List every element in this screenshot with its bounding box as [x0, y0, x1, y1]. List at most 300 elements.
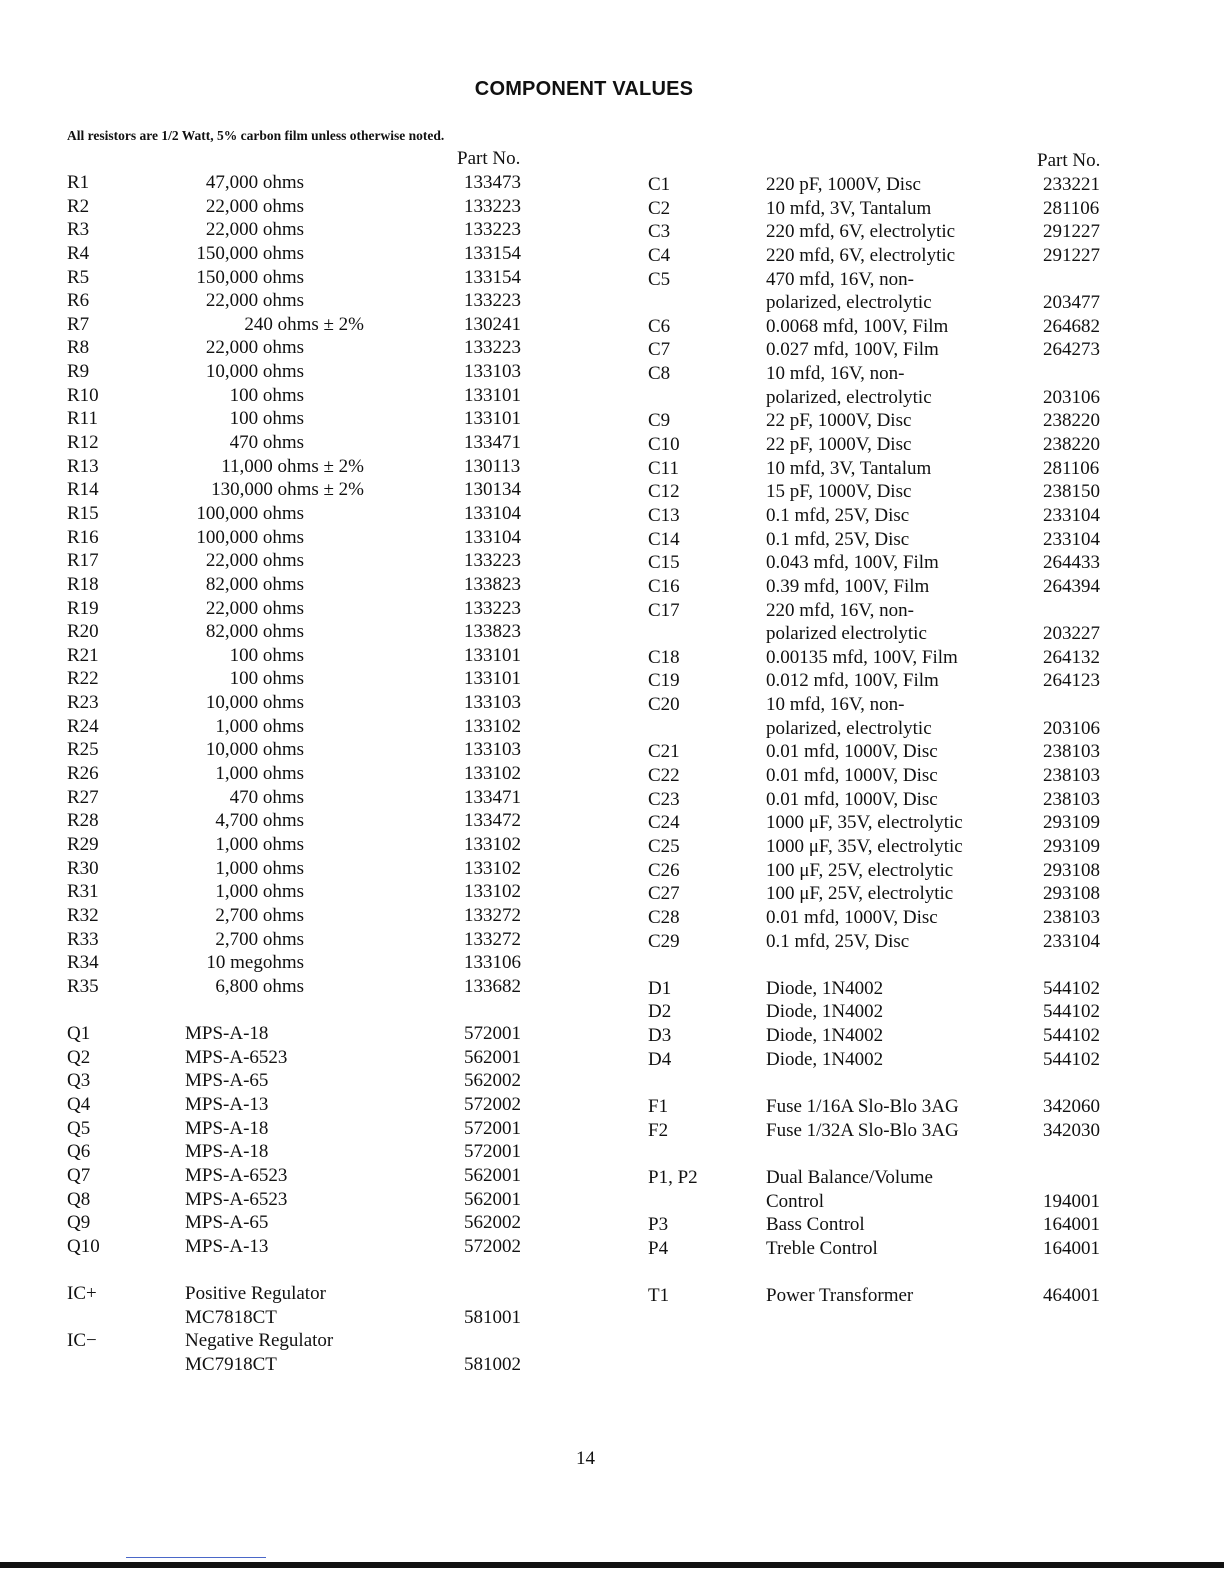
part-number: 133102 — [464, 833, 521, 855]
component-value: polarized, electrolytic — [766, 717, 932, 739]
part-number: 233104 — [1043, 528, 1100, 550]
part-number: 133223 — [464, 219, 521, 241]
component-ref: R24 — [67, 715, 99, 737]
component-ref: R14 — [67, 479, 99, 501]
part-number: 133682 — [464, 975, 521, 997]
part-number: 544102 — [1043, 1025, 1100, 1047]
component-ref: R27 — [67, 786, 99, 808]
component-ref: R29 — [67, 833, 99, 855]
component-value: 10 mfd, 3V, Tantalum — [766, 457, 932, 479]
component-ref: R8 — [67, 337, 90, 359]
component-value: Diode, 1N4002 — [766, 1048, 884, 1070]
component-value: 2,700 ohms — [215, 928, 304, 950]
component-ref: C16 — [648, 575, 680, 597]
part-number: 562002 — [464, 1070, 521, 1092]
component-ref: Q4 — [67, 1093, 91, 1115]
component-ref: R19 — [67, 597, 99, 619]
component-value: 0.00135 mfd, 100V, Film — [766, 646, 958, 668]
table-row — [0, 338, 1224, 362]
component-ref: C12 — [648, 481, 680, 503]
component-ref: R13 — [67, 455, 99, 477]
table-row — [0, 1329, 600, 1353]
component-ref: F1 — [648, 1095, 669, 1117]
component-ref: IC+ — [67, 1283, 97, 1305]
component-value: 150,000 ohms — [196, 266, 304, 288]
table-row — [0, 575, 1224, 599]
part-number: 562002 — [464, 1212, 521, 1234]
table-row — [0, 1048, 1224, 1072]
component-value: MC7818CT — [185, 1306, 277, 1328]
component-value: 0.1 mfd, 25V, Disc — [766, 528, 910, 550]
component-value: 4,700 ohms — [215, 810, 304, 832]
component-value: 10,000 ohms — [205, 361, 304, 383]
part-number: 238220 — [1043, 410, 1100, 432]
component-ref: P3 — [648, 1214, 669, 1236]
part-number: 233221 — [1043, 174, 1100, 195]
component-value: 10 mfd, 16V, non- — [766, 694, 905, 716]
component-ref: P1, P2 — [648, 1166, 698, 1188]
part-number: 291227 — [1043, 244, 1100, 266]
resistor-note: All resistors are 1/2 Watt, 5% carbon film unless otherwise noted. — [67, 128, 445, 143]
component-value: 0.043 mfd, 100V, Film — [766, 552, 939, 574]
component-value: 47,000 ohms — [205, 172, 304, 193]
part-number: 133101 — [464, 408, 521, 430]
part-number: 133104 — [464, 502, 521, 524]
component-value: 1,000 ohms — [215, 763, 304, 785]
row-spacer — [0, 1142, 1224, 1166]
part-number: 133154 — [464, 266, 521, 288]
component-value: 470 mfd, 16V, non- — [766, 268, 914, 290]
component-ref: R20 — [67, 621, 99, 643]
table-row — [0, 811, 1224, 835]
part-number: 133471 — [464, 786, 521, 808]
table-row — [0, 599, 1224, 623]
table-row — [0, 930, 1224, 954]
page-number: 14 — [576, 1448, 595, 1469]
part-number: 233104 — [1043, 930, 1100, 952]
part-number: 264433 — [1043, 552, 1100, 574]
component-ref: C24 — [648, 812, 680, 834]
component-ref: R25 — [67, 739, 99, 761]
part-number: 130113 — [464, 455, 521, 477]
table-row — [0, 646, 1224, 670]
component-value: 100 ohms — [229, 384, 304, 406]
component-ref: R26 — [67, 763, 99, 785]
component-ref: C1 — [648, 174, 671, 195]
part-number: 281106 — [1043, 197, 1100, 219]
component-value: 1,000 ohms — [215, 833, 304, 855]
component-value: 1,000 ohms — [215, 881, 304, 903]
component-value: MPS-A-65 — [185, 1212, 269, 1234]
part-number: 293109 — [1043, 812, 1100, 834]
divider — [126, 1557, 266, 1558]
part-number: 572001 — [464, 1141, 521, 1163]
table-row — [0, 1119, 1224, 1143]
part-number: 133223 — [464, 195, 521, 217]
component-value: Control — [766, 1190, 825, 1212]
table-row — [0, 409, 1224, 433]
part-number: 133103 — [464, 692, 521, 714]
component-ref: R4 — [67, 242, 90, 264]
component-ref: R22 — [67, 668, 99, 690]
component-ref: R5 — [67, 266, 90, 288]
component-value: polarized, electrolytic — [766, 292, 932, 314]
component-value: 22,000 ohms — [205, 290, 304, 312]
row-spacer — [0, 953, 1224, 977]
component-value: Diode, 1N4002 — [766, 1025, 884, 1047]
part-number: 562001 — [464, 1164, 521, 1186]
component-ref: C23 — [648, 788, 680, 810]
component-value: 0.01 mfd, 1000V, Disc — [766, 906, 938, 928]
component-value: Diode, 1N4002 — [766, 977, 884, 999]
table-row — [0, 669, 1224, 693]
component-ref: R21 — [67, 644, 99, 666]
component-value: MPS-A-13 — [185, 1093, 269, 1115]
component-ref: C5 — [648, 268, 671, 290]
part-number: 264394 — [1043, 575, 1100, 597]
table-row — [0, 244, 1224, 268]
component-ref: C8 — [648, 363, 671, 385]
part-number: 238103 — [1043, 906, 1100, 928]
component-value: Positive Regulator — [185, 1283, 326, 1305]
part-number: 130241 — [464, 313, 521, 335]
component-value: MPS-A-6523 — [185, 1046, 288, 1068]
component-ref: R11 — [67, 408, 98, 430]
component-value: 2,700 ohms — [215, 904, 304, 926]
component-ref: C3 — [648, 221, 671, 243]
part-number: 238103 — [1043, 788, 1100, 810]
component-ref: Q7 — [67, 1164, 91, 1186]
table-row — [0, 220, 1224, 244]
component-ref: C11 — [648, 457, 679, 479]
bottom-border — [0, 1562, 1224, 1568]
component-value: 82,000 ohms — [205, 621, 304, 643]
component-ref: Q1 — [67, 1023, 91, 1045]
part-number: 133104 — [464, 526, 521, 548]
part-number: 133106 — [464, 952, 521, 974]
part-number: 562001 — [464, 1046, 521, 1068]
component-value: 220 mfd, 6V, electrolytic — [766, 244, 956, 266]
component-ref: C2 — [648, 197, 671, 219]
part-number: 203477 — [1043, 292, 1100, 314]
component-ref: Q2 — [67, 1046, 91, 1068]
component-ref: D1 — [648, 977, 672, 999]
part-number: 194001 — [1043, 1190, 1100, 1212]
component-value: 220 pF, 1000V, Disc — [766, 174, 921, 195]
part-number: 264123 — [1043, 670, 1100, 692]
component-value: 100 μF, 25V, electrolytic — [766, 883, 954, 905]
component-value: 0.01 mfd, 1000V, Disc — [766, 741, 938, 763]
component-value: 10 megohms — [206, 952, 304, 974]
part-number: 133823 — [464, 621, 521, 643]
component-ref: C15 — [648, 552, 680, 574]
component-ref: C18 — [648, 646, 680, 668]
component-ref: C20 — [648, 694, 680, 716]
part-number: 544102 — [1043, 1048, 1100, 1070]
part-number: 133101 — [464, 668, 521, 690]
component-value: 10 mfd, 3V, Tantalum — [766, 197, 932, 219]
part-number: 238150 — [1043, 481, 1100, 503]
component-value: 82,000 ohms — [205, 573, 304, 595]
part-number: 130134 — [464, 479, 521, 501]
component-value: Negative Regulator — [185, 1330, 334, 1352]
part-number: 203227 — [1043, 623, 1100, 645]
table-row — [0, 1353, 600, 1377]
component-value: 22 pF, 1000V, Disc — [766, 434, 912, 456]
part-number: 572001 — [464, 1117, 521, 1139]
part-number: 264132 — [1043, 646, 1100, 668]
component-ref: Q9 — [67, 1212, 91, 1234]
component-ref: R23 — [67, 692, 99, 714]
table-row — [0, 882, 1224, 906]
component-ref: R30 — [67, 857, 99, 879]
component-value: 0.1 mfd, 25V, Disc — [766, 930, 910, 952]
component-value: Power Transformer — [766, 1285, 914, 1307]
part-number: 133102 — [464, 715, 521, 737]
component-ref: R10 — [67, 384, 99, 406]
component-value: Fuse 1/16A Slo-Blo 3AG — [766, 1095, 959, 1117]
table-row — [0, 788, 1224, 812]
component-value: 0.39 mfd, 100V, Film — [766, 575, 930, 597]
table-row — [0, 835, 1224, 859]
component-value: 22 pF, 1000V, Disc — [766, 410, 912, 432]
table-row — [0, 291, 1224, 315]
component-value: 15 pF, 1000V, Disc — [766, 481, 912, 503]
table-row — [0, 1213, 1224, 1237]
table-row — [0, 764, 1224, 788]
component-ref: C6 — [648, 315, 671, 337]
component-ref: T1 — [648, 1285, 670, 1307]
component-value: 1,000 ohms — [215, 715, 304, 737]
table-row — [0, 1190, 1224, 1214]
component-value: 22,000 ohms — [205, 219, 304, 241]
part-number: 238103 — [1043, 741, 1100, 763]
part-number: 133823 — [464, 573, 521, 595]
component-ref: R31 — [67, 881, 99, 903]
part-no-header-left: Part No. — [457, 148, 521, 169]
component-value: 240 ohms ± 2% — [244, 313, 364, 335]
part-number: 581001 — [464, 1306, 521, 1328]
table-row — [0, 1024, 1224, 1048]
table-row — [0, 528, 1224, 552]
component-value: 130,000 ohms ± 2% — [211, 479, 364, 501]
table-row — [0, 1000, 1224, 1024]
component-value: MPS-A-18 — [185, 1117, 269, 1139]
table-row — [0, 1306, 600, 1330]
table-row — [0, 197, 1224, 221]
component-ref: D3 — [648, 1025, 672, 1047]
component-value: 6,800 ohms — [215, 975, 304, 997]
component-ref: C26 — [648, 859, 680, 881]
table-row — [0, 362, 1224, 386]
part-number: 264273 — [1043, 339, 1100, 361]
component-ref: R7 — [67, 313, 90, 335]
component-value: 11,000 ohms ± 2% — [221, 455, 364, 477]
part-number: 281106 — [1043, 457, 1100, 479]
component-ref: C9 — [648, 410, 671, 432]
part-number: 133473 — [464, 172, 521, 193]
part-number: 133472 — [464, 810, 521, 832]
table-row — [0, 693, 1224, 717]
component-value: 10,000 ohms — [205, 692, 304, 714]
component-value: 22,000 ohms — [205, 550, 304, 572]
part-number: 293109 — [1043, 835, 1100, 857]
table-row — [0, 906, 1224, 930]
component-ref: C28 — [648, 906, 680, 928]
component-ref: R28 — [67, 810, 99, 832]
component-value: Bass Control — [766, 1214, 865, 1236]
component-value: 100,000 ohms — [196, 502, 304, 524]
part-number: 133154 — [464, 242, 521, 264]
component-value: 220 mfd, 6V, electrolytic — [766, 221, 956, 243]
component-value: 100 ohms — [229, 644, 304, 666]
component-ref: C4 — [648, 244, 671, 266]
component-ref: R2 — [67, 195, 90, 217]
component-ref: R15 — [67, 502, 99, 524]
component-value: 10 mfd, 16V, non- — [766, 363, 905, 385]
part-number: 342060 — [1043, 1095, 1100, 1117]
component-ref: R17 — [67, 550, 99, 572]
component-ref: F2 — [648, 1119, 669, 1141]
part-number: 544102 — [1043, 977, 1100, 999]
component-value: 22,000 ohms — [205, 195, 304, 217]
component-value: MPS-A-18 — [185, 1141, 269, 1163]
component-value: MPS-A-13 — [185, 1235, 269, 1257]
component-value: MPS-A-6523 — [185, 1164, 288, 1186]
component-ref: C19 — [648, 670, 680, 692]
row-spacer — [0, 1071, 1224, 1095]
table-row — [0, 1237, 1224, 1261]
component-ref: C22 — [648, 765, 680, 787]
component-ref: Q5 — [67, 1117, 91, 1139]
component-ref: R1 — [67, 172, 90, 193]
table-row — [0, 1166, 1224, 1190]
part-number: 572002 — [464, 1235, 521, 1257]
table-row — [0, 480, 1224, 504]
part-number: 133102 — [464, 857, 521, 879]
component-value: 1000 μF, 35V, electrolytic — [766, 835, 963, 857]
component-value: 0.027 mfd, 100V, Film — [766, 339, 939, 361]
component-ref: Q3 — [67, 1070, 91, 1092]
component-ref: C27 — [648, 883, 680, 905]
component-value: 100 μF, 25V, electrolytic — [766, 859, 954, 881]
part-number: 293108 — [1043, 883, 1100, 905]
table-row — [0, 504, 1224, 528]
table-row — [0, 740, 1224, 764]
part-number: 291227 — [1043, 221, 1100, 243]
component-value: 10,000 ohms — [205, 739, 304, 761]
component-value: 0.01 mfd, 1000V, Disc — [766, 788, 938, 810]
component-value: 0.1 mfd, 25V, Disc — [766, 504, 910, 526]
component-value: MPS-A-65 — [185, 1070, 269, 1092]
component-value: 100 ohms — [229, 668, 304, 690]
table-row — [0, 386, 1224, 410]
part-number: 133103 — [464, 361, 521, 383]
component-value: 220 mfd, 16V, non- — [766, 599, 914, 621]
component-ref: D2 — [648, 1001, 672, 1023]
component-ref: R3 — [67, 219, 90, 241]
component-value: Treble Control — [766, 1237, 878, 1259]
table-row — [0, 1284, 1224, 1308]
component-value: Diode, 1N4002 — [766, 1001, 884, 1023]
component-ref: C17 — [648, 599, 680, 621]
part-number: 133103 — [464, 739, 521, 761]
part-number: 203106 — [1043, 386, 1100, 408]
component-value: Dual Balance/Volume — [766, 1166, 933, 1188]
part-number: 133272 — [464, 928, 521, 950]
table-row — [0, 457, 1224, 481]
component-value: MC7918CT — [185, 1354, 277, 1376]
part-number: 133102 — [464, 763, 521, 785]
component-ref: R35 — [67, 975, 99, 997]
component-value: 22,000 ohms — [205, 597, 304, 619]
component-value: 150,000 ohms — [196, 242, 304, 264]
part-number: 238220 — [1043, 434, 1100, 456]
table-row — [0, 859, 1224, 883]
right-parts-table — [0, 173, 1224, 1308]
part-number: 164001 — [1043, 1214, 1100, 1236]
part-number: 572001 — [464, 1023, 521, 1045]
component-ref: C14 — [648, 528, 680, 550]
part-number: 562001 — [464, 1188, 521, 1210]
part-number: 133102 — [464, 881, 521, 903]
part-number: 293108 — [1043, 859, 1100, 881]
part-number: 464001 — [1043, 1285, 1100, 1307]
table-row — [0, 977, 1224, 1001]
part-number: 133101 — [464, 644, 521, 666]
part-number: 133272 — [464, 904, 521, 926]
component-ref: Q6 — [67, 1141, 91, 1163]
table-row — [0, 717, 1224, 741]
component-value: 1000 μF, 35V, electrolytic — [766, 812, 963, 834]
component-value: MPS-A-18 — [185, 1023, 269, 1045]
part-number: 233104 — [1043, 504, 1100, 526]
component-ref: R32 — [67, 904, 99, 926]
component-ref: P4 — [648, 1237, 669, 1259]
component-value: polarized electrolytic — [766, 623, 927, 645]
component-value: 0.01 mfd, 1000V, Disc — [766, 765, 938, 787]
part-number: 133223 — [464, 550, 521, 572]
table-row — [0, 268, 1224, 292]
part-number: 264682 — [1043, 315, 1100, 337]
component-value: Fuse 1/32A Slo-Blo 3AG — [766, 1119, 959, 1141]
component-ref: R18 — [67, 573, 99, 595]
table-row — [0, 433, 1224, 457]
component-ref: C10 — [648, 434, 680, 456]
component-ref: C13 — [648, 504, 680, 526]
component-value: polarized, electrolytic — [766, 386, 932, 408]
part-number: 581002 — [464, 1354, 521, 1376]
page-title: COMPONENT VALUES — [474, 78, 694, 100]
component-ref: D4 — [648, 1048, 672, 1070]
component-ref: R12 — [67, 432, 99, 454]
component-ref: IC− — [67, 1330, 97, 1352]
component-ref: C21 — [648, 741, 680, 763]
part-number: 133223 — [464, 290, 521, 312]
component-ref: C7 — [648, 339, 671, 361]
component-ref: Q8 — [67, 1188, 91, 1210]
component-value: 0.0068 mfd, 100V, Film — [766, 315, 949, 337]
table-row — [0, 173, 1224, 197]
part-number: 133101 — [464, 384, 521, 406]
table-row — [0, 551, 1224, 575]
component-ref: C25 — [648, 835, 680, 857]
table-row — [0, 622, 1224, 646]
component-ref: R6 — [67, 290, 90, 312]
component-value: 100,000 ohms — [196, 526, 304, 548]
component-ref: R33 — [67, 928, 99, 950]
component-value: 470 ohms — [229, 786, 304, 808]
